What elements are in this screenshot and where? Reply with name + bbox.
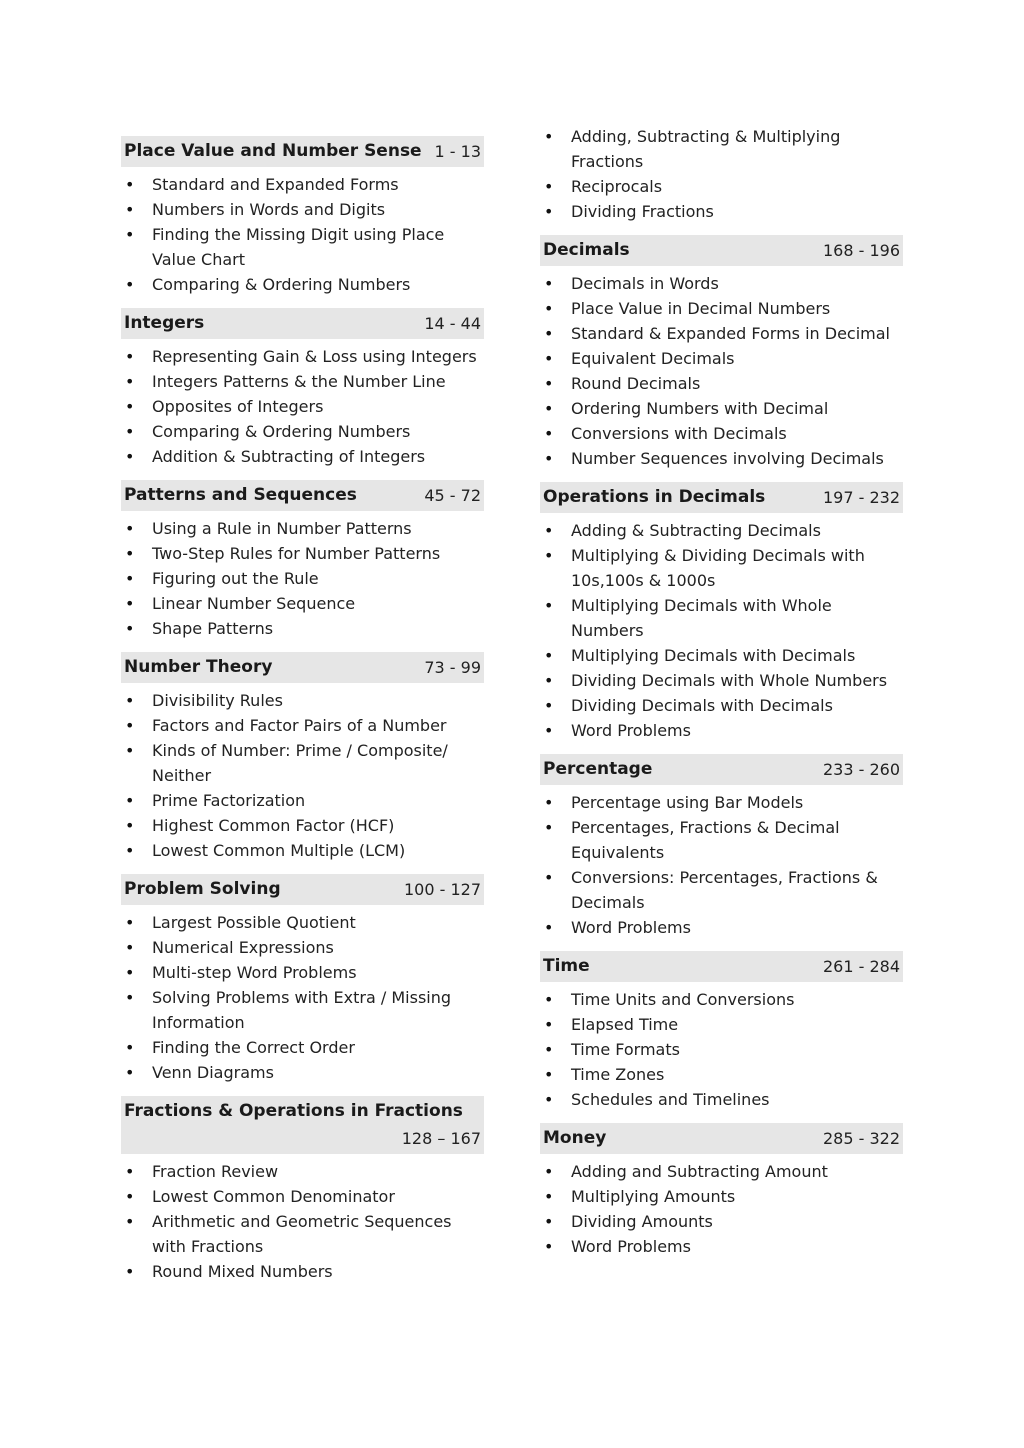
list-item: • Adding, Subtracting & Multiplying Fractions [540, 124, 903, 174]
list-item: • Highest Common Factor (HCF) [121, 813, 484, 838]
list-item: • Percentages, Fractions & Decimal Equivalents [540, 815, 903, 865]
section-heading [121, 480, 484, 511]
list-item: • Finding the Correct Order [121, 1035, 484, 1060]
section-title: Money [543, 1128, 607, 1148]
section-title: Number Theory [124, 657, 273, 677]
list-item: • Dividing Decimals with Decimals [540, 693, 903, 718]
section-heading [540, 482, 903, 513]
list-item: • Equivalent Decimals [540, 346, 903, 371]
section-title: Place Value and Number Sense [124, 141, 422, 161]
topic-list [540, 790, 903, 940]
list-item: • Linear Number Sequence [121, 591, 484, 616]
section-heading [121, 1096, 484, 1154]
list-item: • Lowest Common Denominator [121, 1184, 484, 1209]
list-item: • Largest Possible Quotient [121, 910, 484, 935]
list-item: • Solving Problems with Extra / Missing Information [121, 985, 484, 1035]
topic-list [121, 1159, 484, 1284]
list-item: • Adding & Subtracting Decimals [540, 518, 903, 543]
section-title: Problem Solving [124, 879, 281, 899]
section-heading [540, 235, 903, 266]
list-item: • Word Problems [540, 915, 903, 940]
topic-list [540, 1159, 903, 1259]
list-item: • Time Zones [540, 1062, 903, 1087]
list-item: • Schedules and Timelines [540, 1087, 903, 1112]
topic-list [540, 518, 903, 743]
page-range: 261 - 284 [822, 957, 900, 976]
topic-list [121, 516, 484, 641]
list-item: • Conversions with Decimals [540, 421, 903, 446]
list-item: • Addition & Subtracting of Integers [121, 444, 484, 469]
page-range: 128 – 167 [401, 1129, 481, 1148]
list-item: • Shape Patterns [121, 616, 484, 641]
list-item: • Arithmetic and Geometric Sequences with Fractions [121, 1209, 484, 1259]
page-range: 14 - 44 [424, 314, 481, 333]
list-item: • Elapsed Time [540, 1012, 903, 1037]
section-heading [540, 754, 903, 785]
section-title: Integers [124, 313, 205, 333]
list-item: • Kinds of Number: Prime / Composite/ Neither [121, 738, 484, 788]
section-heading [121, 874, 484, 905]
list-item: • Decimals in Words [540, 271, 903, 296]
list-item: • Using a Rule in Number Patterns [121, 516, 484, 541]
list-item: • Numbers in Words and Digits [121, 197, 484, 222]
list-item: • Multiplying Decimals with Whole Numbers [540, 593, 903, 643]
list-item: • Time Units and Conversions [540, 987, 903, 1012]
section-heading [121, 652, 484, 683]
list-item: • Fraction Review [121, 1159, 484, 1184]
list-item: • Divisibility Rules [121, 688, 484, 713]
list-item: • Dividing Amounts [540, 1209, 903, 1234]
section-title: Decimals [543, 240, 630, 260]
list-item: • Time Formats [540, 1037, 903, 1062]
topic-list [121, 344, 484, 469]
list-item: • Place Value in Decimal Numbers [540, 296, 903, 321]
section-heading [540, 1123, 903, 1154]
list-item: • Opposites of Integers [121, 394, 484, 419]
list-item: • Multiplying & Dividing Decimals with 10s,100s & 1000s [540, 543, 903, 593]
section-title: Fractions & Operations in Fractions [124, 1101, 463, 1121]
list-item: • Conversions: Percentages, Fractions & Decimals [540, 865, 903, 915]
page-range: 285 - 322 [822, 1129, 900, 1148]
page-range: 73 - 99 [424, 658, 481, 677]
list-item: • Reciprocals [540, 174, 903, 199]
list-item: • Multiplying Decimals with Decimals [540, 643, 903, 668]
list-item: • Number Sequences involving Decimals [540, 446, 903, 471]
page-range: 233 - 260 [822, 760, 900, 779]
list-item: • Multi-step Word Problems [121, 960, 484, 985]
topic-list [121, 688, 484, 863]
list-item: • Round Decimals [540, 371, 903, 396]
continued-topic-list [540, 124, 903, 224]
list-item: • Adding and Subtracting Amount [540, 1159, 903, 1184]
list-item: • Comparing & Ordering Numbers [121, 272, 484, 297]
section-title: Patterns and Sequences [124, 485, 357, 505]
topic-list [121, 910, 484, 1085]
list-item: • Round Mixed Numbers [121, 1259, 484, 1284]
list-item: • Figuring out the Rule [121, 566, 484, 591]
section-heading [540, 951, 903, 982]
list-item: • Venn Diagrams [121, 1060, 484, 1085]
topic-list [540, 271, 903, 471]
list-item: • Ordering Numbers with Decimal [540, 396, 903, 421]
list-item: • Integers Patterns & the Number Line [121, 369, 484, 394]
list-item: • Comparing & Ordering Numbers [121, 419, 484, 444]
list-item: • Prime Factorization [121, 788, 484, 813]
list-item: • Numerical Expressions [121, 935, 484, 960]
list-item: • Dividing Decimals with Whole Numbers [540, 668, 903, 693]
list-item: • Two-Step Rules for Number Patterns [121, 541, 484, 566]
section-title: Operations in Decimals [543, 487, 766, 507]
section-title: Time [543, 956, 590, 976]
list-item: • Word Problems [540, 1234, 903, 1259]
list-item: • Word Problems [540, 718, 903, 743]
list-item: • Percentage using Bar Models [540, 790, 903, 815]
list-item: • Standard & Expanded Forms in Decimal [540, 321, 903, 346]
list-item: • Representing Gain & Loss using Integers [121, 344, 484, 369]
section-heading [121, 308, 484, 339]
toc-right-column [540, 124, 903, 1270]
list-item: • Finding the Missing Digit using Place Value Chart [121, 222, 484, 272]
section-title: Percentage [543, 759, 653, 779]
page-range: 45 - 72 [424, 486, 481, 505]
page-range: 100 - 127 [403, 880, 481, 899]
page-range: 1 - 13 [434, 142, 481, 161]
list-item: • Multiplying Amounts [540, 1184, 903, 1209]
page-range: 197 - 232 [822, 488, 900, 507]
section-heading [121, 136, 484, 167]
list-item: • Lowest Common Multiple (LCM) [121, 838, 484, 863]
page-range: 168 - 196 [822, 241, 900, 260]
topic-list [540, 987, 903, 1112]
list-item: • Factors and Factor Pairs of a Number [121, 713, 484, 738]
toc-left-column [121, 136, 484, 1295]
list-item: • Standard and Expanded Forms [121, 172, 484, 197]
topic-list [121, 172, 484, 297]
list-item: • Dividing Fractions [540, 199, 903, 224]
